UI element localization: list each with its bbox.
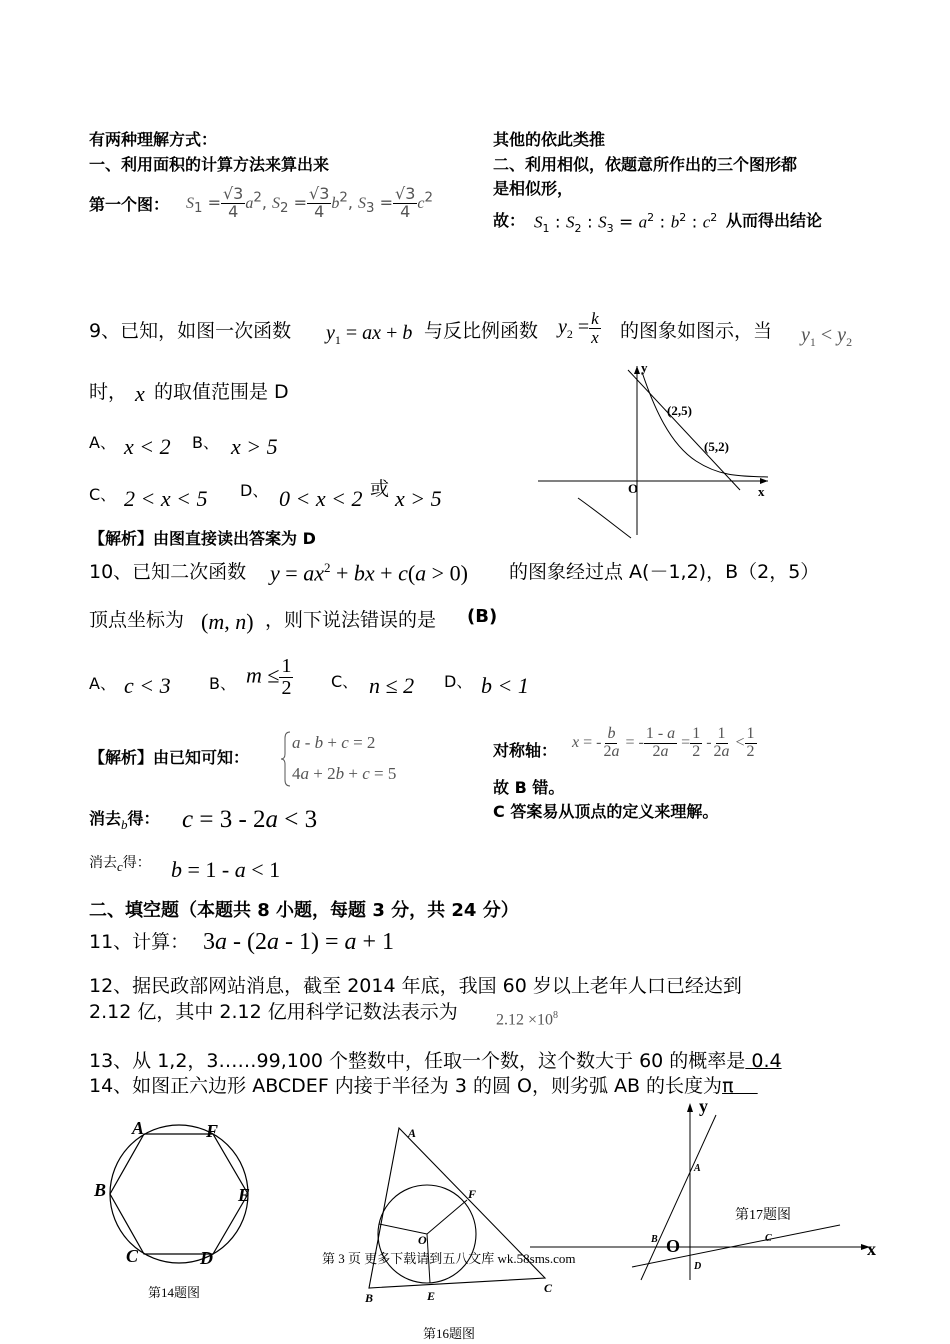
q9-prefix: 9、已知，如图一次函数 <box>89 320 292 342</box>
y-axis-label: y <box>699 1096 708 1116</box>
q9-optD1: 0 < x < 2 <box>279 486 363 511</box>
section-heading: 二、填空题（本题共 8 小题，每题 3 分，共 24 分） <box>89 900 519 921</box>
hyperbola-branch <box>578 498 631 538</box>
q10-b-wrong: 故 B 错。 <box>493 778 565 797</box>
q9-mid: 与反比例函数 <box>424 320 539 342</box>
q9-eq1: $y_1$ = ax + b <box>326 322 413 347</box>
q9-optD2: x > 5 <box>395 486 442 511</box>
page-footer: 第 3 页 更多下载请到五八文库 wk.58sms.com <box>322 1251 576 1266</box>
x-axis-label: x <box>758 484 765 499</box>
vertex-label: F <box>206 1121 219 1141</box>
text-line: 从而得出结论 <box>726 211 823 230</box>
q10-optA: c < 3 <box>124 673 171 698</box>
q12-line1: 12、据民政部网站消息，截至 2014 年底，我国 60 岁以上老年人口已经达到 <box>89 975 742 997</box>
area-formula: $S_1$ = $\frac{√3}{4}$ $a^2$, $S_2$ = $\frac{√3}{4}$ $b^2$, $S_3$ = $\frac{√3}{4}$ $c^2$ <box>186 184 433 221</box>
q11-prefix: 11、计算： <box>89 931 190 953</box>
q9-optC-label: C、 <box>89 485 117 504</box>
q10-optD: b < 1 <box>481 673 529 698</box>
text-line: 一、利用面积的计算方法来算出来 <box>89 155 330 174</box>
text-line: 其他的依此类推 <box>493 130 606 149</box>
q9-optA: x < 2 <box>124 434 171 459</box>
point-label: (2,5) <box>667 403 692 418</box>
q10-system-eq2: 4a + 2b + c = 5 <box>292 764 397 783</box>
ratio-formula: $S_1$ : $S_2$ : $S_3 = a^2$ : $b^2$ : $c^2$ <box>534 211 718 236</box>
q10-eq: $y = ax^2$ + bx + c(a > 0) <box>270 560 468 586</box>
q10-c-note: C 答案易从顶点的定义来理解。 <box>493 802 719 821</box>
q9-optB: x > 5 <box>231 434 278 459</box>
q10-optD-label: D、 <box>444 672 473 691</box>
q10-elim-c-eq: b = 1 - a < 1 <box>171 857 281 882</box>
q10-vertex: (m, n) <box>201 609 254 634</box>
q9-suffix: 的图象如图示，当 <box>620 320 773 342</box>
q9-optC: 2 < x < 5 <box>124 486 208 511</box>
text-line: 是相似形， <box>493 179 574 198</box>
point-label: (5,2) <box>704 439 729 454</box>
point-label: C <box>765 1233 772 1244</box>
q10-axis-label: 对称轴： <box>493 741 558 760</box>
q10-answer: (B) <box>467 606 498 627</box>
q10-analysis-label: 【解析】由已知可知： <box>89 748 250 767</box>
q13: 13、从 1,2，3……99,100 个整数中，任取一个数，这个数大于 60 的概率是 0.4 <box>89 1050 782 1072</box>
vertex-label: E <box>238 1185 251 1205</box>
q10-optB-label: B、 <box>209 674 236 693</box>
q10-suffix: 的图象经过点 A(－1,2)，B（2，5） <box>509 561 820 583</box>
vertex-label: B <box>94 1180 107 1200</box>
q10-optB: m ≤ $\frac{1}{2}$ <box>246 655 292 699</box>
q10-line2b: ，则下说法错误的是 <box>265 609 437 631</box>
vertex-label: B <box>365 1291 374 1305</box>
q9-condition: $y_1 < y_2$ <box>801 324 853 349</box>
system-brace <box>280 730 292 788</box>
vertex-label: A <box>408 1126 417 1140</box>
q10-optC: n ≤ 2 <box>369 673 415 698</box>
q9-optD-or: 或 <box>370 478 390 500</box>
q9-var: x <box>135 381 145 406</box>
q10-system-eq1: a - b + c = 2 <box>292 733 376 752</box>
q9-line2b: 的取值范围是 D <box>154 381 289 403</box>
q9-line2: 时， <box>89 381 128 403</box>
figure-caption: 第16题图 <box>423 1326 476 1341</box>
hyperbola-branch <box>642 372 768 477</box>
point-label: D <box>694 1261 702 1272</box>
q9-eq2: $y_2$ = $\frac{k}{x}$ <box>558 309 599 347</box>
q12-answer: $2.12 \times 10^8$ <box>496 1010 559 1029</box>
figure-caption: 第14题图 <box>148 1285 201 1300</box>
figure-caption: 第17题图 <box>735 1208 791 1223</box>
q9-optD-label: D、 <box>240 481 269 500</box>
vertex-label: C <box>126 1246 139 1266</box>
q10-optA-label: A、 <box>89 674 116 693</box>
q12-line2: 2.12 亿，其中 2.12 亿用科学记数法表示为 <box>89 1001 458 1023</box>
linear-function-line <box>628 370 740 490</box>
q10-optC-label: C、 <box>331 672 359 691</box>
q10-prefix: 10、已知二次函数 <box>89 561 247 583</box>
q9-graph <box>530 360 780 545</box>
text-line: 第一个图： <box>89 195 170 214</box>
q9-optB-label: B、 <box>192 433 219 452</box>
point-label: A <box>694 1163 701 1174</box>
point-label: E <box>427 1289 436 1303</box>
text-line: 有两种理解方式： <box>89 130 218 149</box>
text-line: 故： <box>493 211 526 230</box>
q9-analysis: 【解析】由图直接读出答案为 D <box>89 529 316 548</box>
vertex-label: A <box>132 1118 145 1138</box>
vertex-label: C <box>544 1281 553 1295</box>
text-line: 二、利用相似，依题意所作出的三个图形都 <box>493 155 798 174</box>
q10-elim-b: 消去$_b$得： <box>89 809 160 832</box>
figure-17 <box>520 1095 940 1285</box>
origin-label: O <box>666 1236 681 1256</box>
center-label: O <box>418 1233 427 1247</box>
figure-14 <box>88 1110 268 1300</box>
q14: 14、如图正六边形 ABCDEF 内接于半径为 3 的圆 O，则劣弧 AB 的长度为π <box>89 1075 758 1097</box>
q10-elim-b-eq: c = 3 - 2a < 3 <box>182 806 318 833</box>
point-label: B <box>651 1234 658 1245</box>
x-axis-label: x <box>867 1239 876 1259</box>
origin-label: O <box>628 481 639 496</box>
point-label: F <box>468 1187 477 1201</box>
q10-line2: 顶点坐标为 <box>89 609 185 631</box>
q10-axis-formula: x = - $\frac{b}{2a}$ = - $\frac{1 - a}{2a}$ = $\frac{1}{2}$ - $\frac{1}{2a}$ < $\frac{1}{2}$ <box>572 725 755 760</box>
vertex-label: D <box>200 1248 213 1268</box>
q9-optA-label: A、 <box>89 433 116 452</box>
q10-elim-c: 消去c得： <box>89 855 151 874</box>
q11-eq: 3a - (2a - 1) = a + 1 <box>203 929 395 955</box>
y-axis-label: y <box>641 360 648 375</box>
